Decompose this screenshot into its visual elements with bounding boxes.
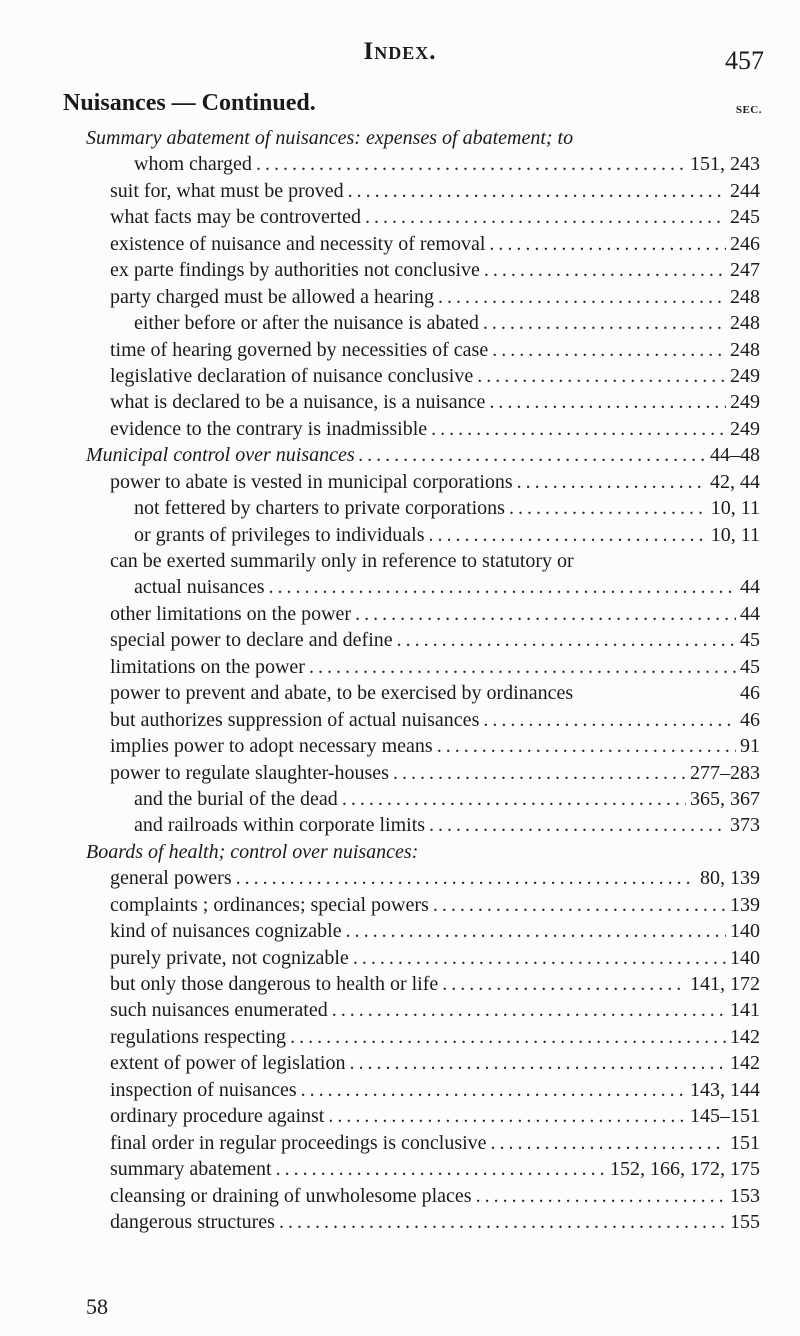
entry-section-ref: 247 [730,259,760,282]
index-entry [0,971,800,997]
index-entry [0,812,800,838]
index-entry [0,786,800,812]
entry-text: other limitations on the power [110,602,352,625]
leader-dots [301,1077,686,1103]
section-column-label: SEC. [735,104,762,116]
entry-text: dangerous structures [110,1210,275,1233]
entry-section-ref: 46 [740,682,760,705]
leader-dots [256,151,686,177]
entry-section-ref: 42, 44 [710,470,760,493]
index-entry [0,363,800,389]
entry-section-ref: 249 [730,417,760,440]
entry-section-ref: 44–48 [710,444,760,467]
leader-dots [437,733,736,759]
leader-dots [365,204,726,230]
leader-dots [397,627,736,653]
index-entry [0,892,800,918]
leader-dots [489,389,726,415]
leader-dots [290,1024,726,1050]
entry-section-ref: 373 [730,814,760,837]
index-entry [0,1130,800,1156]
entry-section-ref: 44 [740,602,760,625]
entry-section-ref: 10, 11 [710,497,760,520]
entry-text: general powers [110,867,232,890]
entry-text: legislative declaration of nuisance conclusive [110,364,474,387]
index-entry [0,574,800,600]
entry-section-ref: 80, 139 [700,867,760,890]
index-entry [0,416,800,442]
entry-text: power to prevent and abate, to be exercised by ordinances [110,682,574,705]
leader-dots [429,812,726,838]
entry-text: power to abate is vested in municipal corporations [110,470,513,493]
entry-text: such nuisances enumerated [110,999,328,1022]
entry-text: existence of nuisance and necessity of removal [110,232,486,255]
index-entry [0,178,800,204]
leader-dots [489,231,726,257]
entry-text: final order in regular proceedings is conclusive [110,1131,487,1154]
leader-dots [236,865,696,891]
entry-text: kind of nuisances cognizable [110,920,342,943]
index-entry [0,733,800,759]
entry-section-ref: 91 [740,735,760,758]
index-entry [0,1024,800,1050]
leader-dots [393,760,686,786]
entry-section-ref: 248 [730,312,760,335]
entry-section-ref: 45 [740,629,760,652]
entry-text: ex parte findings by authorities not conclusive [110,259,480,282]
index-entry [0,918,800,944]
index-entry [0,522,800,548]
index-entry [0,627,800,653]
entry-section-ref: 139 [730,893,760,916]
entry-section-ref: 249 [730,364,760,387]
leader-dots [328,1103,686,1129]
entry-text: suit for, what must be proved [110,179,344,202]
leader-dots [517,469,706,495]
index-entry [0,1183,800,1209]
index-entry [0,548,800,574]
entry-text: party charged must be allowed a hearing [110,285,434,308]
index-entry [0,204,800,230]
leader-dots [353,945,726,971]
entry-section-ref: 246 [730,232,760,255]
entry-text: limitations on the power [110,655,305,678]
index-entry [0,257,800,283]
entry-section-ref: 44 [740,576,760,599]
signature-mark: 58 [86,1294,108,1319]
entry-text: evidence to the contrary is inadmissible [110,417,428,440]
entry-text: special power to declare and define [110,629,393,652]
entry-section-ref: 151, 243 [690,153,760,176]
leader-dots [276,1156,606,1182]
leader-dots [477,363,726,389]
index-entry [0,310,800,336]
entry-text: whom charged [134,153,252,176]
entry-section-ref: 143, 144 [690,1078,760,1101]
entry-text: not fettered by charters to private corporations [134,497,505,520]
index-entry [0,1103,800,1129]
entry-section-ref: 248 [730,285,760,308]
entry-text: implies power to adopt necessary means [110,735,433,758]
index-entry [0,1077,800,1103]
leader-dots [483,310,726,336]
index-entry [0,997,800,1023]
index-entry [0,839,800,865]
index-entry [0,151,800,177]
entry-text: inspection of nuisances [110,1078,297,1101]
index-entry [0,125,800,151]
index-entries [0,125,800,1235]
entry-text: ordinary procedure against [110,1105,325,1128]
leader-dots [348,178,726,204]
running-head-title: Index. [363,38,437,65]
entry-section-ref: 141, 172 [690,973,760,995]
index-entry [0,1156,800,1182]
entry-section-ref: 152, 166, 172, 175 [610,1158,760,1181]
entry-text: cleansing or draining of unwholesome places [110,1184,472,1207]
entry-text: power to regulate slaughter-houses [110,761,389,784]
entry-text: either before or after the nuisance is abated [134,312,479,335]
entry-text: can be exerted summarily only in reference to statutory or [110,550,574,572]
entry-section-ref: 10, 11 [710,523,760,546]
entry-section-ref: 155 [730,1210,760,1233]
index-entry [0,680,800,706]
entry-section-ref: 140 [730,920,760,943]
entry-text: and the burial of the dead [134,787,338,810]
index-entry [0,442,800,468]
index-entry [0,760,800,786]
leader-dots [342,786,686,812]
entry-text: actual nuisances [134,576,265,599]
leader-dots [431,416,726,442]
index-entry [0,707,800,733]
index-entry [0,1050,800,1076]
entry-section-ref: 245 [730,206,760,229]
entry-text: complaints ; ordinances; special powers [110,893,429,916]
index-entry [0,495,800,521]
leader-dots [279,1209,726,1235]
leader-dots [491,1130,726,1156]
leader-dots [269,574,737,600]
leader-dots [476,1183,726,1209]
entry-text: but authorizes suppression of actual nuisances [110,708,480,731]
leader-dots [355,601,736,627]
leader-dots [332,997,726,1023]
index-entry [0,284,800,310]
entry-section-ref: 244 [730,179,760,202]
entry-section-ref: 142 [730,1052,760,1075]
entry-section-ref: 46 [740,708,760,731]
entry-text: purely private, not cognizable [110,946,349,969]
entry-text: summary abatement [110,1158,272,1181]
index-entry [0,337,800,363]
entry-text: Summary abatement of nuisances: expenses of abatement; to [86,127,574,149]
leader-dots [359,442,706,468]
index-entry [0,469,800,495]
leader-dots [346,918,726,944]
entry-section-ref: 45 [740,655,760,678]
index-entry [0,601,800,627]
entry-section-ref: 140 [730,946,760,969]
entry-text: Boards of health; control over nuisances: [86,840,419,863]
entry-text: time of hearing governed by necessities of case [110,338,489,361]
entry-section-ref: 249 [730,391,760,414]
entry-text: Municipal control over nuisances [86,444,355,467]
entry-section-ref: 151 [730,1131,760,1154]
leader-dots [484,257,726,283]
leader-dots [350,1050,727,1076]
page-number: 457 [725,46,764,75]
entry-text: extent of power of legislation [110,1052,346,1075]
entry-section-ref: 145–151 [690,1105,760,1128]
leader-dots [492,337,726,363]
entry-text: what facts may be controverted [110,206,362,229]
entry-section-ref: 248 [730,338,760,361]
entry-section-ref: 153 [730,1184,760,1207]
entry-section-ref: 141 [730,999,760,1022]
entry-text: but only those dangerous to health or life [110,973,439,995]
index-entry [0,865,800,891]
index-entry [0,945,800,971]
leader-dots [438,284,726,310]
entry-text: regulations respecting [110,1025,287,1048]
leader-dots [309,654,736,680]
leader-dots [442,971,686,997]
entry-text: and railroads within corporate limits [134,814,426,837]
entry-section-ref: 277–283 [690,761,760,784]
index-entry [0,231,800,257]
entry-section-ref: 365, 367 [690,787,760,810]
leader-dots [429,522,707,548]
index-entry [0,389,800,415]
entry-section-ref: 142 [730,1025,760,1048]
index-entry [0,1209,800,1235]
entry-text: or grants of privileges to individuals [134,523,425,546]
leader-dots [433,892,726,918]
leader-dots [483,707,736,733]
leader-dots [509,495,707,521]
entry-text: what is declared to be a nuisance, is a nuisance [110,391,486,414]
index-entry [0,654,800,680]
section-heading: Nuisances — Continued. [63,90,316,116]
